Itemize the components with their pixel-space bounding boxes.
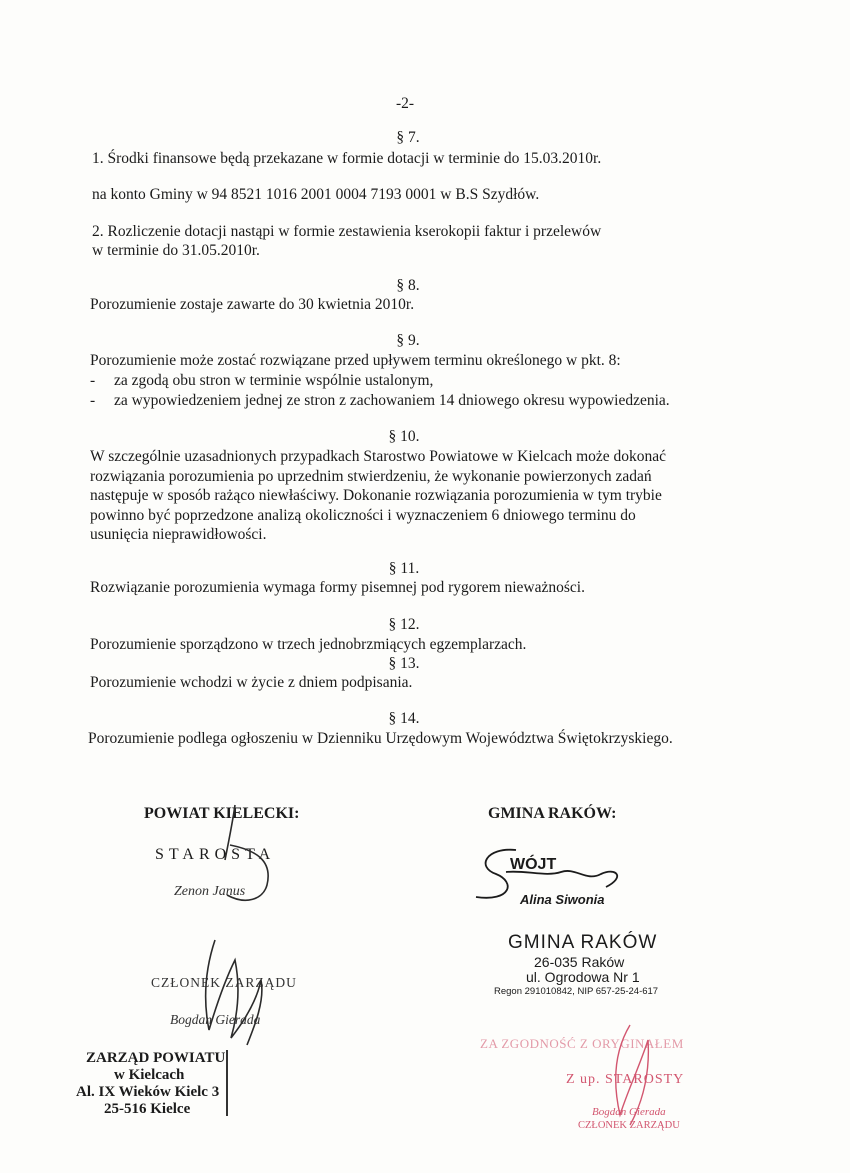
section-13-text: Porozumienie wchodzi w życie z dniem podpisania. (90, 674, 413, 691)
section-14-heading: § 14. (388, 710, 420, 727)
stamp-border-line (226, 1050, 228, 1116)
member-name: Bogdan Gierada (170, 1012, 261, 1027)
section-14-text: Porozumienie podlega ogłoszeniu w Dzienniku Urzędowym Województwa Świętokrzyskiego. (88, 730, 673, 747)
section-7-paragraph-1: 1. Środki finansowe będą przekazane w formie dotacji w terminie do 15.03.2010r. (92, 150, 602, 167)
section-10-heading: § 10. (388, 428, 420, 445)
municipality-stamp-line: GMINA RAKÓW (508, 932, 658, 953)
on-behalf-of-starosta: Z up. STAROSTY (566, 1072, 685, 1087)
section-10-line: powinno być poprzedzone analizą okoliczności i wyznaczeniem 6 dniowego terminu do (90, 506, 636, 524)
county-board-stamp-line: Al. IX Wieków Kielc 3 (76, 1084, 220, 1100)
section-12-text: Porozumienie sporządzono w trzech jednobrzmiących egzemplarzach. (90, 636, 527, 653)
section-10-line: usunięcia nieprawidłowości. (90, 526, 267, 543)
left-party-heading: POWIAT KIELECKI: (144, 805, 300, 822)
section-9-list-item: - za zgodą obu stron w terminie wspólnie ustalonym, (90, 372, 434, 389)
certified-copy-stamp: ZA ZGODNOŚĆ Z ORYGINAŁEM (480, 1036, 684, 1051)
municipality-stamp-line: Regon 291010842, NIP 657-25-24-617 (494, 986, 659, 997)
section-9-heading: § 9. (396, 332, 420, 349)
section-7-heading: § 7. (396, 129, 420, 146)
section-8-text: Porozumienie zostaje zawarte do 30 kwietnia 2010r. (90, 296, 415, 313)
section-10-text (90, 447, 715, 545)
section-7-paragraph-2-line-1: 2. Rozliczenie dotacji nastąpi w formie zestawienia kserokopii faktur i przelewów (92, 223, 602, 240)
section-10-line: następuje w sposób rażąco niewłaściwy. Dokonanie rozwiązania porozumienia w tym trybie (90, 487, 662, 504)
section-8-heading: § 8. (396, 277, 420, 294)
right-party-heading: GMINA RAKÓW: (488, 805, 617, 822)
section-7-paragraph-2-line-2: w terminie do 31.05.2010r. (92, 242, 260, 259)
page-number: -2- (396, 95, 415, 112)
section-9-intro: Porozumienie może zostać rozwiązane przed upływem terminu określonego w pkt. 8: (90, 352, 621, 369)
section-13-heading: § 13. (388, 655, 420, 672)
section-10-line: W szczególnie uzasadnionych przypadkach Starostwo Powiatowe w Kielcach może dokonać (90, 448, 667, 465)
starosta-name: Zenon Janus (174, 884, 246, 899)
municipality-stamp-line: 26-035 Raków (534, 954, 625, 970)
starosta-signature-icon (175, 790, 275, 910)
red-stamp-name: Bogdan Gierada (592, 1106, 666, 1118)
section-11-heading: § 11. (388, 560, 420, 577)
starosta-title: STAROSTA (155, 846, 276, 863)
municipality-stamp-line: ul. Ogrodowa Nr 1 (526, 969, 640, 985)
county-board-stamp-line: w Kielcach (114, 1067, 185, 1083)
section-9-list-item: - za wypowiedzeniem jednej ze stron z zachowaniem 14 dniowego okresu wypowiedzenia. (90, 392, 670, 409)
red-stamp-title: CZŁONEK ZARZĄDU (578, 1120, 680, 1131)
member-title: CZŁONEK ZARZĄDU (151, 975, 297, 990)
section-11-text: Rozwiązanie porozumienia wymaga formy pisemnej pod rygorem nieważności. (90, 579, 585, 596)
section-7-account-line: na konto Gminy w 94 8521 1016 2001 0004 7193 0001 w B.S Szydłów. (92, 186, 540, 203)
member-signature-icon (195, 930, 285, 1050)
wojt-title: WÓJT (510, 856, 557, 873)
section-10-line: rozwiązania porozumienia po uprzednim stwierdzeniu, że wykonanie powierzonych zadań (90, 467, 652, 485)
section-12-heading: § 12. (388, 616, 420, 633)
wojt-name: Alina Siwonia (520, 892, 605, 907)
county-board-stamp-line: ZARZĄD POWIATU (86, 1050, 226, 1066)
county-board-stamp-line: 25-516 Kielce (104, 1101, 191, 1117)
